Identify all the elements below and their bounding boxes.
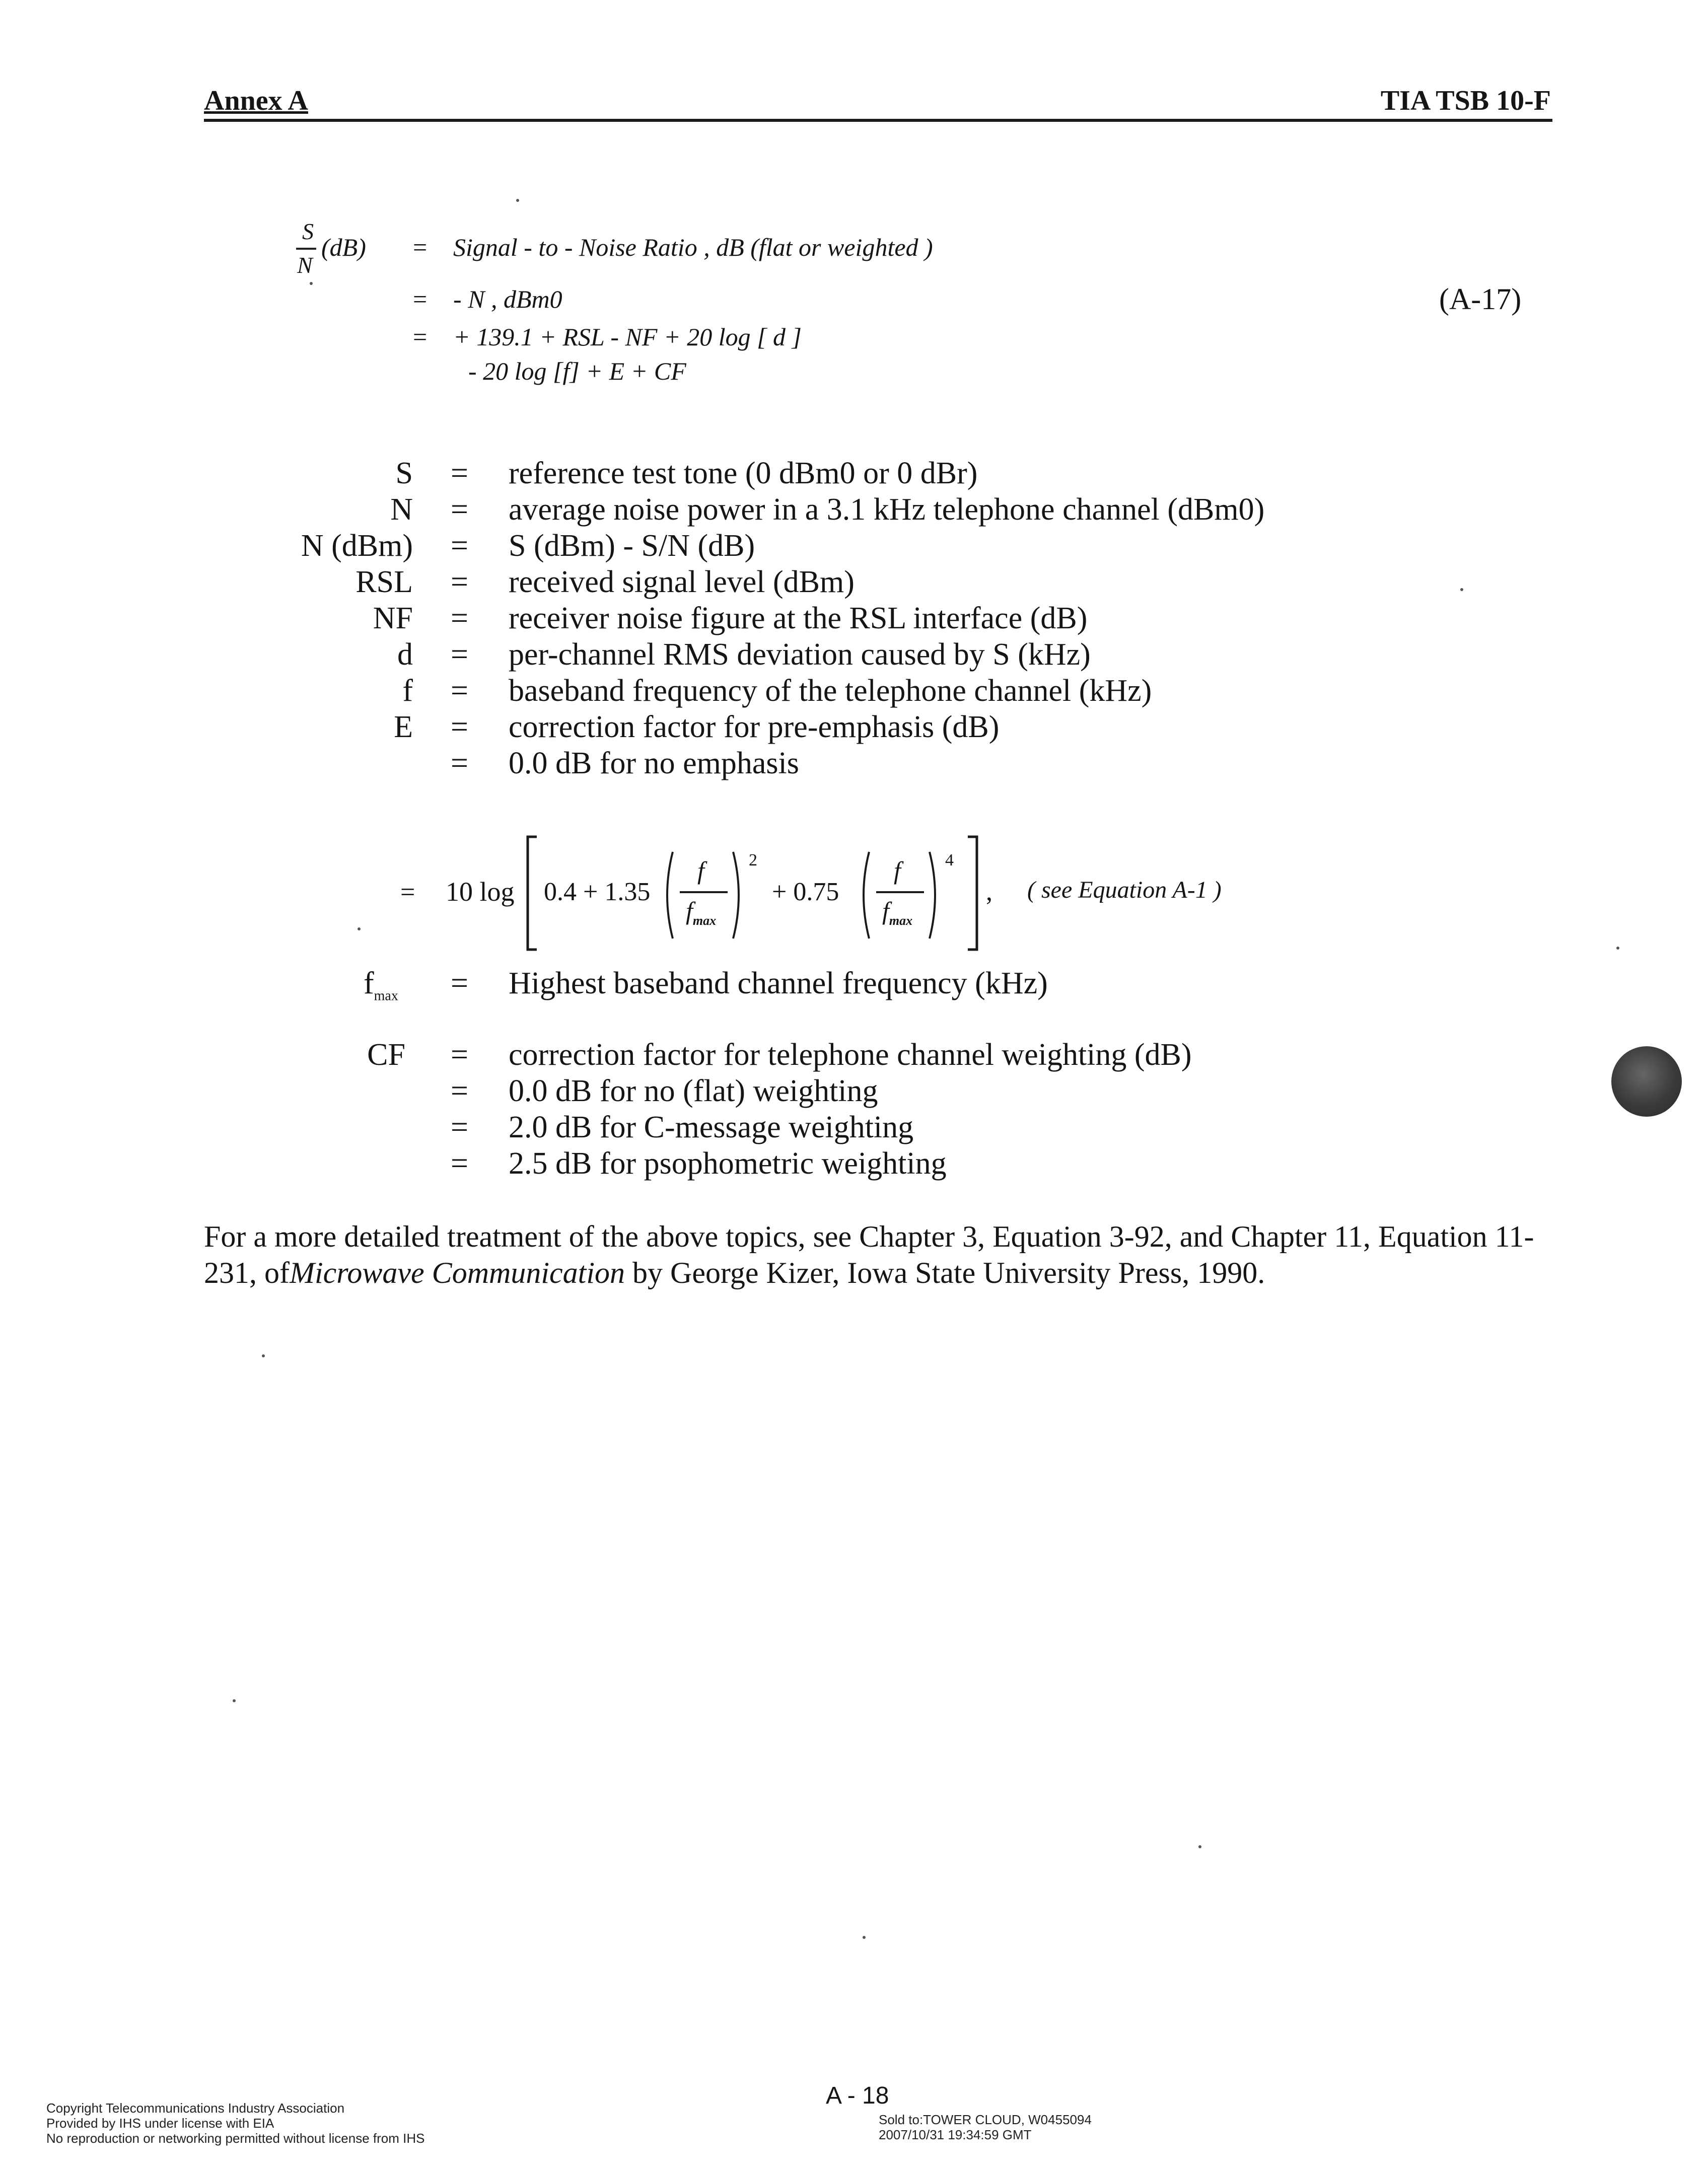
- definition-text: baseband frequency of the telephone channel (kHz): [509, 674, 1152, 708]
- header-section-label: Annex A: [204, 85, 308, 116]
- eq-line-1: Signal - to - Noise Ratio , dB (flat or weighted ): [453, 233, 933, 261]
- formula-fraction-bar-2: [876, 891, 924, 893]
- definition-equals: =: [451, 492, 468, 527]
- definition-symbol: N (dBm): [301, 529, 413, 563]
- equation-number: (A-17): [1439, 282, 1522, 316]
- paragraph-line-1: For a more detailed treatment of the above topics, see Chapter 3, Equation 3-92, and Chapter 11, Equation 11-: [204, 1220, 1534, 1253]
- cf-text: 2.5 dB for psophometric weighting: [509, 1146, 947, 1181]
- book-title: Microwave Communication: [289, 1256, 625, 1289]
- definition-text: received signal level (dBm): [509, 565, 855, 599]
- page-number: A - 18: [826, 2082, 889, 2109]
- definition-symbol: N: [390, 492, 413, 527]
- eq-lhs-fraction-bar: [296, 248, 316, 250]
- formula-fmax-den-2: $f_{max}$: [882, 897, 913, 928]
- definition-text: per-channel RMS deviation caused by S (kHz): [509, 637, 1091, 672]
- scan-speck: [863, 1936, 866, 1939]
- paragraph-line-2: 231, ofMicrowave Communication by George Kizer, Iowa State University Press, 1990.: [204, 1256, 1265, 1289]
- cf-symbol: CF: [367, 1038, 405, 1072]
- formula-exponent-2: 4: [945, 851, 954, 870]
- eq-lhs-unit: (dB): [321, 233, 366, 261]
- cf-equals: =: [451, 1110, 468, 1144]
- definition-symbol: S: [395, 456, 413, 490]
- cf-text: 0.0 dB for no (flat) weighting: [509, 1074, 878, 1108]
- definition-text: reference test tone (0 dBm0 or 0 dBr): [509, 456, 978, 490]
- cf-equals: =: [451, 1074, 468, 1108]
- formula-comma: ,: [986, 878, 992, 906]
- definition-equals: =: [451, 565, 468, 599]
- definition-equals: =: [451, 710, 468, 744]
- definition-text: average noise power in a 3.1 kHz telephone channel (dBm0): [509, 492, 1265, 527]
- fmax-text: Highest baseband channel frequency (kHz): [509, 966, 1048, 1000]
- scan-speck: [233, 1699, 236, 1702]
- formula-left-bracket: [524, 835, 539, 952]
- scan-speck: [1460, 588, 1463, 591]
- eq-lhs-denominator: N: [297, 252, 313, 278]
- header-document-id: TIA TSB 10-F: [1380, 85, 1551, 116]
- fmax-equals: =: [451, 966, 468, 1000]
- formula-f-num-1: f: [697, 856, 704, 885]
- eq-equals-3: =: [413, 323, 428, 351]
- formula-right-bracket: [966, 835, 981, 952]
- footer-sold-to: Sold to:TOWER CLOUD, W0455094: [879, 2112, 1092, 2127]
- definition-equals: =: [451, 456, 468, 490]
- footer-restriction: No reproduction or networking permitted without license from IHS: [46, 2131, 425, 2146]
- formula-log: 10 log: [446, 877, 515, 907]
- formula-fraction-bar-1: [680, 891, 728, 893]
- formula-term1: 0.4 + 1.35: [544, 878, 651, 906]
- definition-symbol: E: [394, 710, 413, 744]
- footer-copyright: Copyright Telecommunications Industry Association: [46, 2101, 345, 2116]
- definition-equals: =: [451, 529, 468, 563]
- scan-speck: [1616, 947, 1619, 950]
- definition-text: correction factor for pre-emphasis (dB): [509, 710, 1000, 744]
- header-rule: [204, 119, 1552, 122]
- formula-term2: + 0.75: [772, 878, 839, 906]
- definition-text: receiver noise figure at the RSL interface (dB): [509, 601, 1088, 635]
- formula-exponent-1: 2: [749, 851, 757, 870]
- eq-lhs-numerator: S: [302, 219, 314, 244]
- definition-symbol: RSL: [355, 565, 413, 599]
- scan-speck: [262, 1354, 265, 1357]
- formula-reference: ( see Equation A-1 ): [1027, 877, 1222, 903]
- formula-right-paren-1: [731, 850, 746, 940]
- definition-text: S (dBm) - S/N (dB): [509, 529, 755, 563]
- eq-line-2: - N , dBm0: [453, 285, 562, 313]
- formula-equals: =: [400, 878, 415, 907]
- footer-timestamp: 2007/10/31 19:34:59 GMT: [879, 2127, 1032, 2142]
- definition-symbol: NF: [373, 601, 413, 635]
- definition-equals: =: [451, 746, 468, 780]
- definition-symbol: d: [397, 637, 413, 672]
- scan-speck: [516, 199, 519, 202]
- eq-equals-1: =: [413, 233, 428, 261]
- definition-symbol: f: [402, 674, 413, 708]
- cf-equals: =: [451, 1038, 468, 1072]
- definition-equals: =: [451, 601, 468, 635]
- eq-line-4: - 20 log [f] + E + CF: [468, 357, 686, 385]
- formula-f-num-2: f: [894, 856, 901, 885]
- cf-text: correction factor for telephone channel weighting (dB): [509, 1038, 1192, 1072]
- scan-speck: [1198, 1845, 1201, 1848]
- eq-equals-2: =: [413, 285, 428, 313]
- formula-left-paren-1: [660, 850, 675, 940]
- fmax-symbol: $f_{max}$: [364, 966, 398, 1004]
- cf-equals: =: [451, 1146, 468, 1181]
- definition-equals: =: [451, 637, 468, 672]
- scan-speck: [310, 282, 313, 285]
- cf-text: 2.0 dB for C-message weighting: [509, 1110, 914, 1144]
- footer-license: Provided by IHS under license with EIA: [46, 2116, 274, 2131]
- definition-equals: =: [451, 674, 468, 708]
- scan-hole-punch-mark: [1611, 1046, 1682, 1117]
- formula-left-paren-2: [856, 850, 871, 940]
- eq-line-3: + 139.1 + RSL - NF + 20 log [ d ]: [453, 323, 802, 351]
- scan-speck: [358, 927, 361, 930]
- definition-text: 0.0 dB for no emphasis: [509, 746, 799, 780]
- formula-fmax-den-1: $f_{max}$: [686, 897, 717, 928]
- formula-right-paren-2: [928, 850, 943, 940]
